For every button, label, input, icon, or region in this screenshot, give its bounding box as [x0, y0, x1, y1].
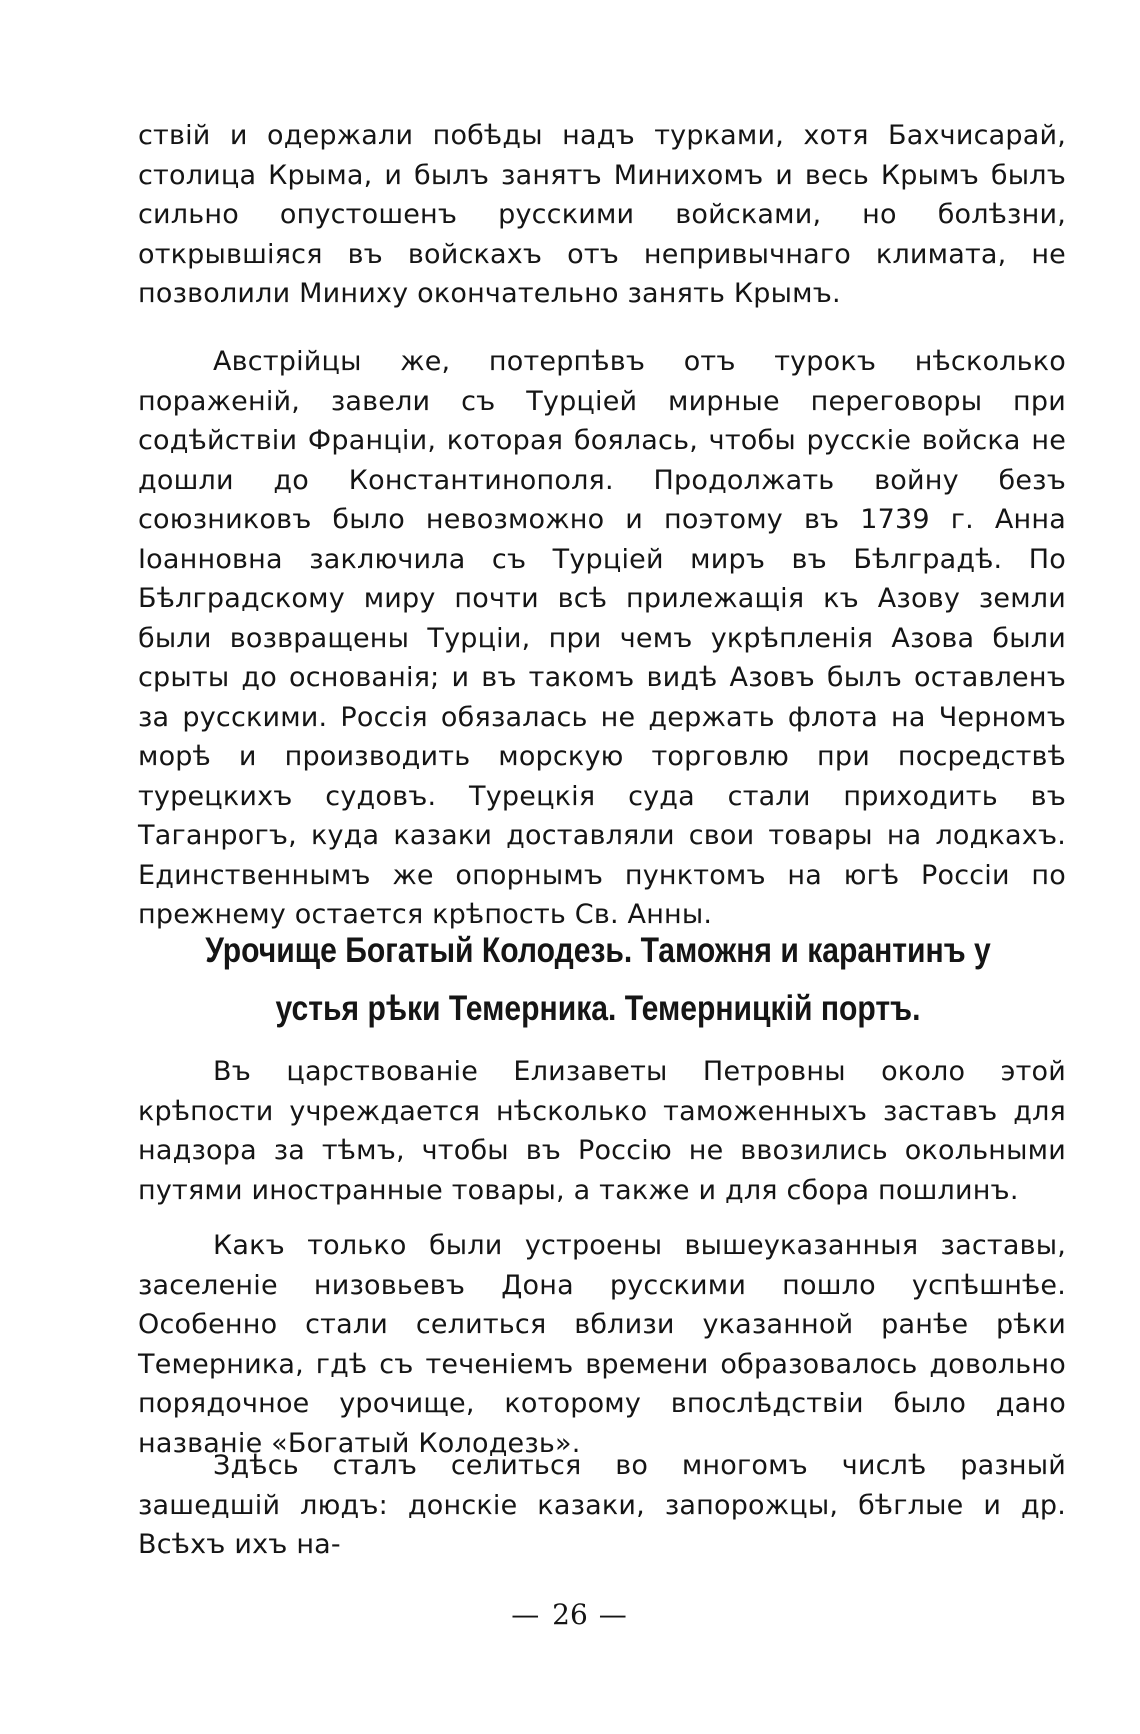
- dash-right: —: [587, 1598, 629, 1631]
- section-heading: Урочище Богатый Колодезь. Таможня и карантинъ у устья рѣки Темерника. Темерницкій портъ.: [205, 931, 991, 1028]
- paragraph-5: Здѣсь сталъ селиться во многомъ числѣ разный зашедшій людъ: донскіе казаки, запорожцы, бѣглые и др. Всѣхъ ихъ на-: [138, 1450, 1066, 1560]
- paragraph-4: Какъ только были устроены вышеуказанныя заставы, заселеніе низовьевъ Дона русскими пошло успѣшнѣе. Особенно стали селиться вблизи указанной ранѣе рѣки Темерника, гдѣ съ теченіемъ времени образовалось довольно порядочное урочище, которому впослѣдствіи было дано названіе «Богатый Колодезь».: [138, 1230, 1066, 1459]
- paragraph-2: Австрійцы же, потерпѣвъ отъ турокъ нѣсколько пораженій, завели съ Турціей мирные переговоры при содѣйствіи Франціи, которая боялась, чтобы русскіе войска не дошли до Константинополя. Продолжать войну безъ союзниковъ было невозможно и поэтому въ 1739 г. Анна Іоанновна заключила съ Турціей миръ въ Бѣлградѣ. По Бѣлградскому миру почти всѣ прилежащія къ Азову земли были возвращены Турціи, при чемъ укрѣпленія Азова были срыты до основанія; и въ такомъ видѣ Азовъ былъ оставленъ за русскими. Россія обязалась не держать флота на Черномъ морѣ и производить морскую торговлю при посредствѣ турецкихъ судовъ. Турецкія суда стали приходить въ Таганрогъ, куда казаки доставляли свои товары на лодкахъ. Единственнымъ же опорнымъ пунктомъ на югѣ Россіи по прежнему остается крѣпость Св. Анны.: [138, 346, 1066, 930]
- paragraph-1: ствій и одержали побѣды надъ турками, хотя Бахчисарай, столица Крыма, и былъ занятъ Минихомъ и весь Крымъ былъ сильно опустошенъ русскими войсками, но болѣзни, открывшіяся въ войскахъ отъ непривычнаго климата, не позволили Миниху окончательно занять Крымъ.: [138, 120, 1066, 309]
- paragraph-3: Въ царствованіе Елизаветы Петровны около этой крѣпости учреждается нѣсколько таможенныхъ заставъ для надзора за тѣмъ, чтобы въ Россію не ввозились окольными путями иностранные товары, а также и для сбора пошлинъ.: [138, 1056, 1066, 1206]
- page-number-footer: [0, 1598, 1140, 1631]
- page-number: 26: [552, 1598, 588, 1631]
- dash-left: —: [511, 1598, 553, 1631]
